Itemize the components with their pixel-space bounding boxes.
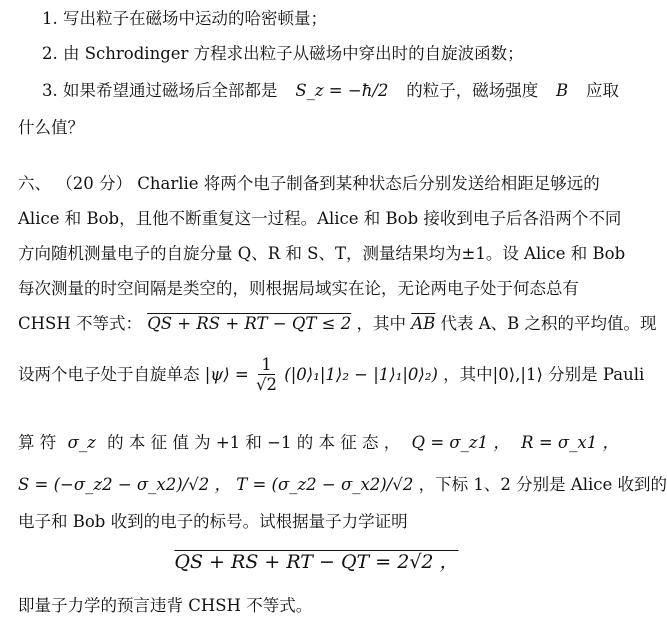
operator-label: 算 符	[18, 433, 57, 452]
question-2: 2. 由 Schrodinger 方程求出粒子从磁场中穿出时的自旋波函数；	[42, 44, 524, 63]
sz-expression: S_z = −ħ/2	[295, 81, 389, 100]
section6-line10: 即量子力学的预言违背 CHSH 不等式。	[18, 596, 313, 615]
question-3-text-c: 应取	[585, 81, 619, 100]
section6-line1: 六、 （20 分） Charlie 将两个电子制备到某种状态后分别发送给相距足够远的	[18, 174, 600, 193]
section6-line4: 每次测量的时空间隔是类空的，则根据局域实在论，无论两电子处于何态总有	[18, 279, 579, 298]
q-definition: Q = σ_z1 ，	[411, 433, 510, 452]
singlet-state: (|0⟩₁|1⟩₂ − |1⟩₁|0⟩₂)	[284, 365, 438, 384]
question-3-line2: 什么值？	[18, 118, 84, 137]
chsh-label: CHSH 不等式：	[18, 314, 142, 333]
ab-average: $\overline{AB}$	[411, 314, 436, 333]
section6-line6	[18, 352, 645, 398]
quantum-equation: QS + RS + RT − QT = 2√2 ，	[174, 551, 459, 573]
question-3-line1	[42, 80, 619, 102]
section6-line7	[18, 432, 619, 454]
chsh-inequality: QS + RS + RT − QT ≤ 2	[147, 314, 352, 333]
b-symbol: B	[556, 81, 569, 100]
fraction-numerator: 1	[258, 356, 275, 375]
singlet-label: 设两个电子处于自旋单态	[18, 365, 200, 384]
question-1: 1. 写出粒子在磁场中运动的哈密顿量；	[42, 9, 327, 28]
line5-text-b: ，其中	[356, 314, 406, 333]
eigen-text: 的 本 征 值 为 +1 和 −1 的 本 征 态 ，	[107, 433, 401, 452]
line6-text-b: ，其中|0⟩,|1⟩ 分别是 Pauli	[443, 365, 645, 384]
section6-line2: Alice 和 Bob，且他不断重复这一过程。Alice 和 Bob 接收到电子后各沿两个不同	[18, 209, 622, 228]
line8-text-b: ，下标 1、2 分别是 Alice 收到的	[418, 475, 667, 494]
s-t-definition: S = (−σ_z2 − σ_x2)/√2 ， T = (σ_z2 − σ_x2)/√2	[18, 475, 414, 494]
line5-text-c: 代表 A、B 之积的平均值。现	[440, 314, 657, 333]
fraction	[256, 356, 277, 395]
fraction-denominator: √2	[256, 375, 278, 394]
section6-line5	[18, 313, 657, 335]
r-definition: R = σ_x1 ，	[521, 433, 619, 452]
section6-line3: 方向随机测量电子的自旋分量 Q、R 和 S、T，测量结果均为±1。设 Alice 和 Bob	[18, 244, 626, 263]
section6-line8	[18, 474, 667, 496]
section6-line9: 电子和 Bob 收到的电子的标号。试根据量子力学证明	[18, 512, 408, 531]
question-3-text-a: 3. 如果希望通过磁场后全部都是	[42, 81, 278, 100]
sigma-z: σ_z	[67, 433, 96, 452]
psi-ket: |ψ⟩ =	[204, 365, 249, 384]
question-3-text-b: 的粒子，磁场强度	[406, 81, 539, 100]
